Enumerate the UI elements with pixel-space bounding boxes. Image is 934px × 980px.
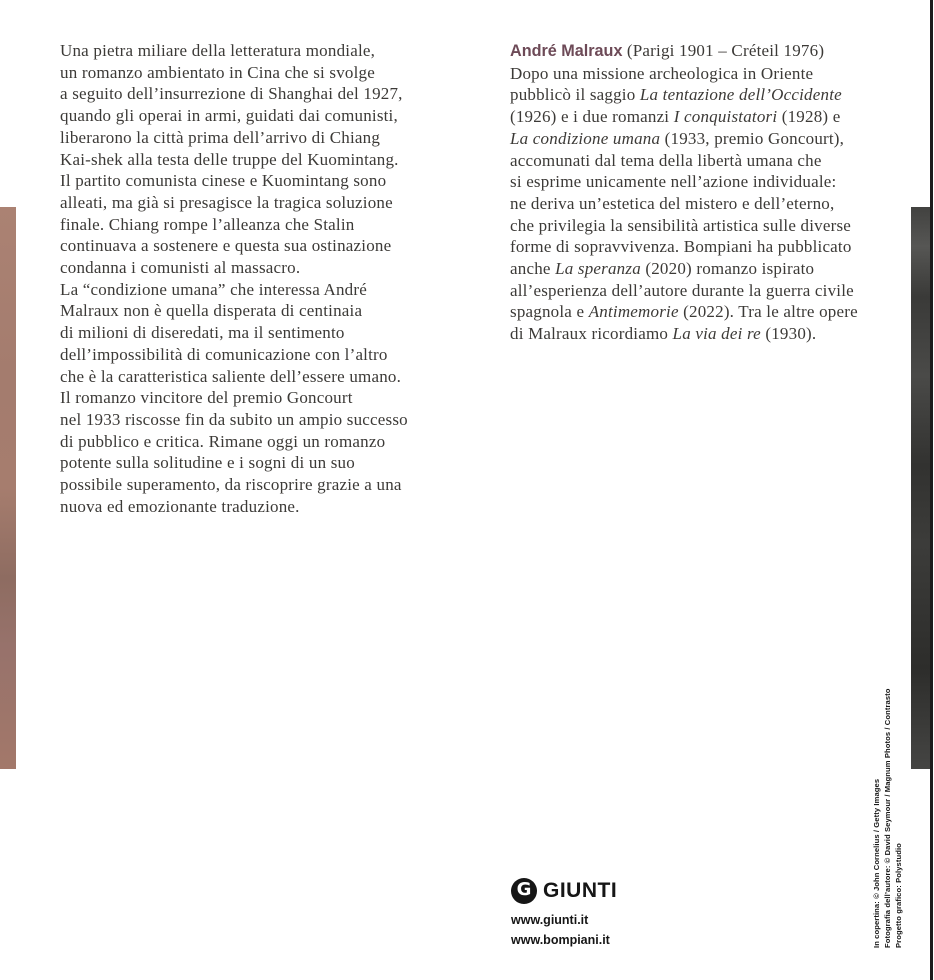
- bompiani-url: www.bompiani.it: [511, 933, 610, 947]
- giunti-g-icon: [511, 878, 537, 904]
- author-bio-text: André Malraux (Parigi 1901 – Créteil 1976) Dopo una missione archeologica in Oriente pubblicò il saggio La tentazione dell’Occidente (1926) e i due romanzi I conquistatori (1928) e La condizione umana (1933, premio Goncourt), accomunati dal tema della libertà umana che si esprime unicamente nell’azione individuale: ne deriva un’estetica del mistero e dell’eterno, che privilegia la sensibilità artistica sulle diverse forme di sopravvivenza. Bompiani ha pubblicato anche La speranza (2020) romanzo ispirato all’esperienza dell’autore durante la guerra civile spagnola e Antimemorie (2022). Tra le altre opere di Malraux ricordiamo La via dei re (1930).: [510, 41, 858, 344]
- cover-fold-edge: [930, 0, 933, 980]
- giunti-logo-text: GIUNTI: [543, 878, 618, 902]
- giunti-logo: [511, 877, 617, 904]
- photo-credits-text: In copertina: © John Cornelius / Getty Images Fotografia dell’autore: © David Seymour / Magnum Photos / Contrasto Progetto grafico: Polystudio: [872, 688, 903, 948]
- synopsis-text: Una pietra miliare della letteratura mondiale, un romanzo ambientato in Cina che si svolge a seguito dell’insurrezione di Shanghai del 1927, quando gli operai in armi, guidati dai comunisti, liberarono la città prima dell’arrivo di Chiang Kai-shek alla testa delle truppe del Kuomintang. Il partito comunista cinese e Kuomintang sono alleati, ma già si presagisce la tragica soluzione finale. Chiang rompe l’alleanza che Stalin continuava a sostenere e questa sua ostinazione condanna i comunisti al massacro. La “condizione umana” che interessa André Malraux non è quella disperata di centinaia di milioni di diseredati, ma il sentimento dell’impossibilità di comunicazione con l’altro che è la caratteristica saliente dell’essere umano. Il romanzo vincitore del premio Goncourt nel 1933 riscosse fin da subito un ampio successo di pubblico e critica. Rimane oggi un romanzo potente sulla solitudine e i sogni di un suo possibile superamento, da riscoprire grazie a una nuova ed emozionante traduzione.: [60, 41, 408, 516]
- cover-photo-left-sliver: [0, 207, 16, 769]
- cover-photo-right-sliver: [911, 207, 931, 769]
- giunti-g-letter: G: [516, 879, 532, 900]
- giunti-url: www.giunti.it: [511, 913, 589, 927]
- publisher-block: [511, 877, 617, 950]
- publisher-urls: [511, 910, 617, 950]
